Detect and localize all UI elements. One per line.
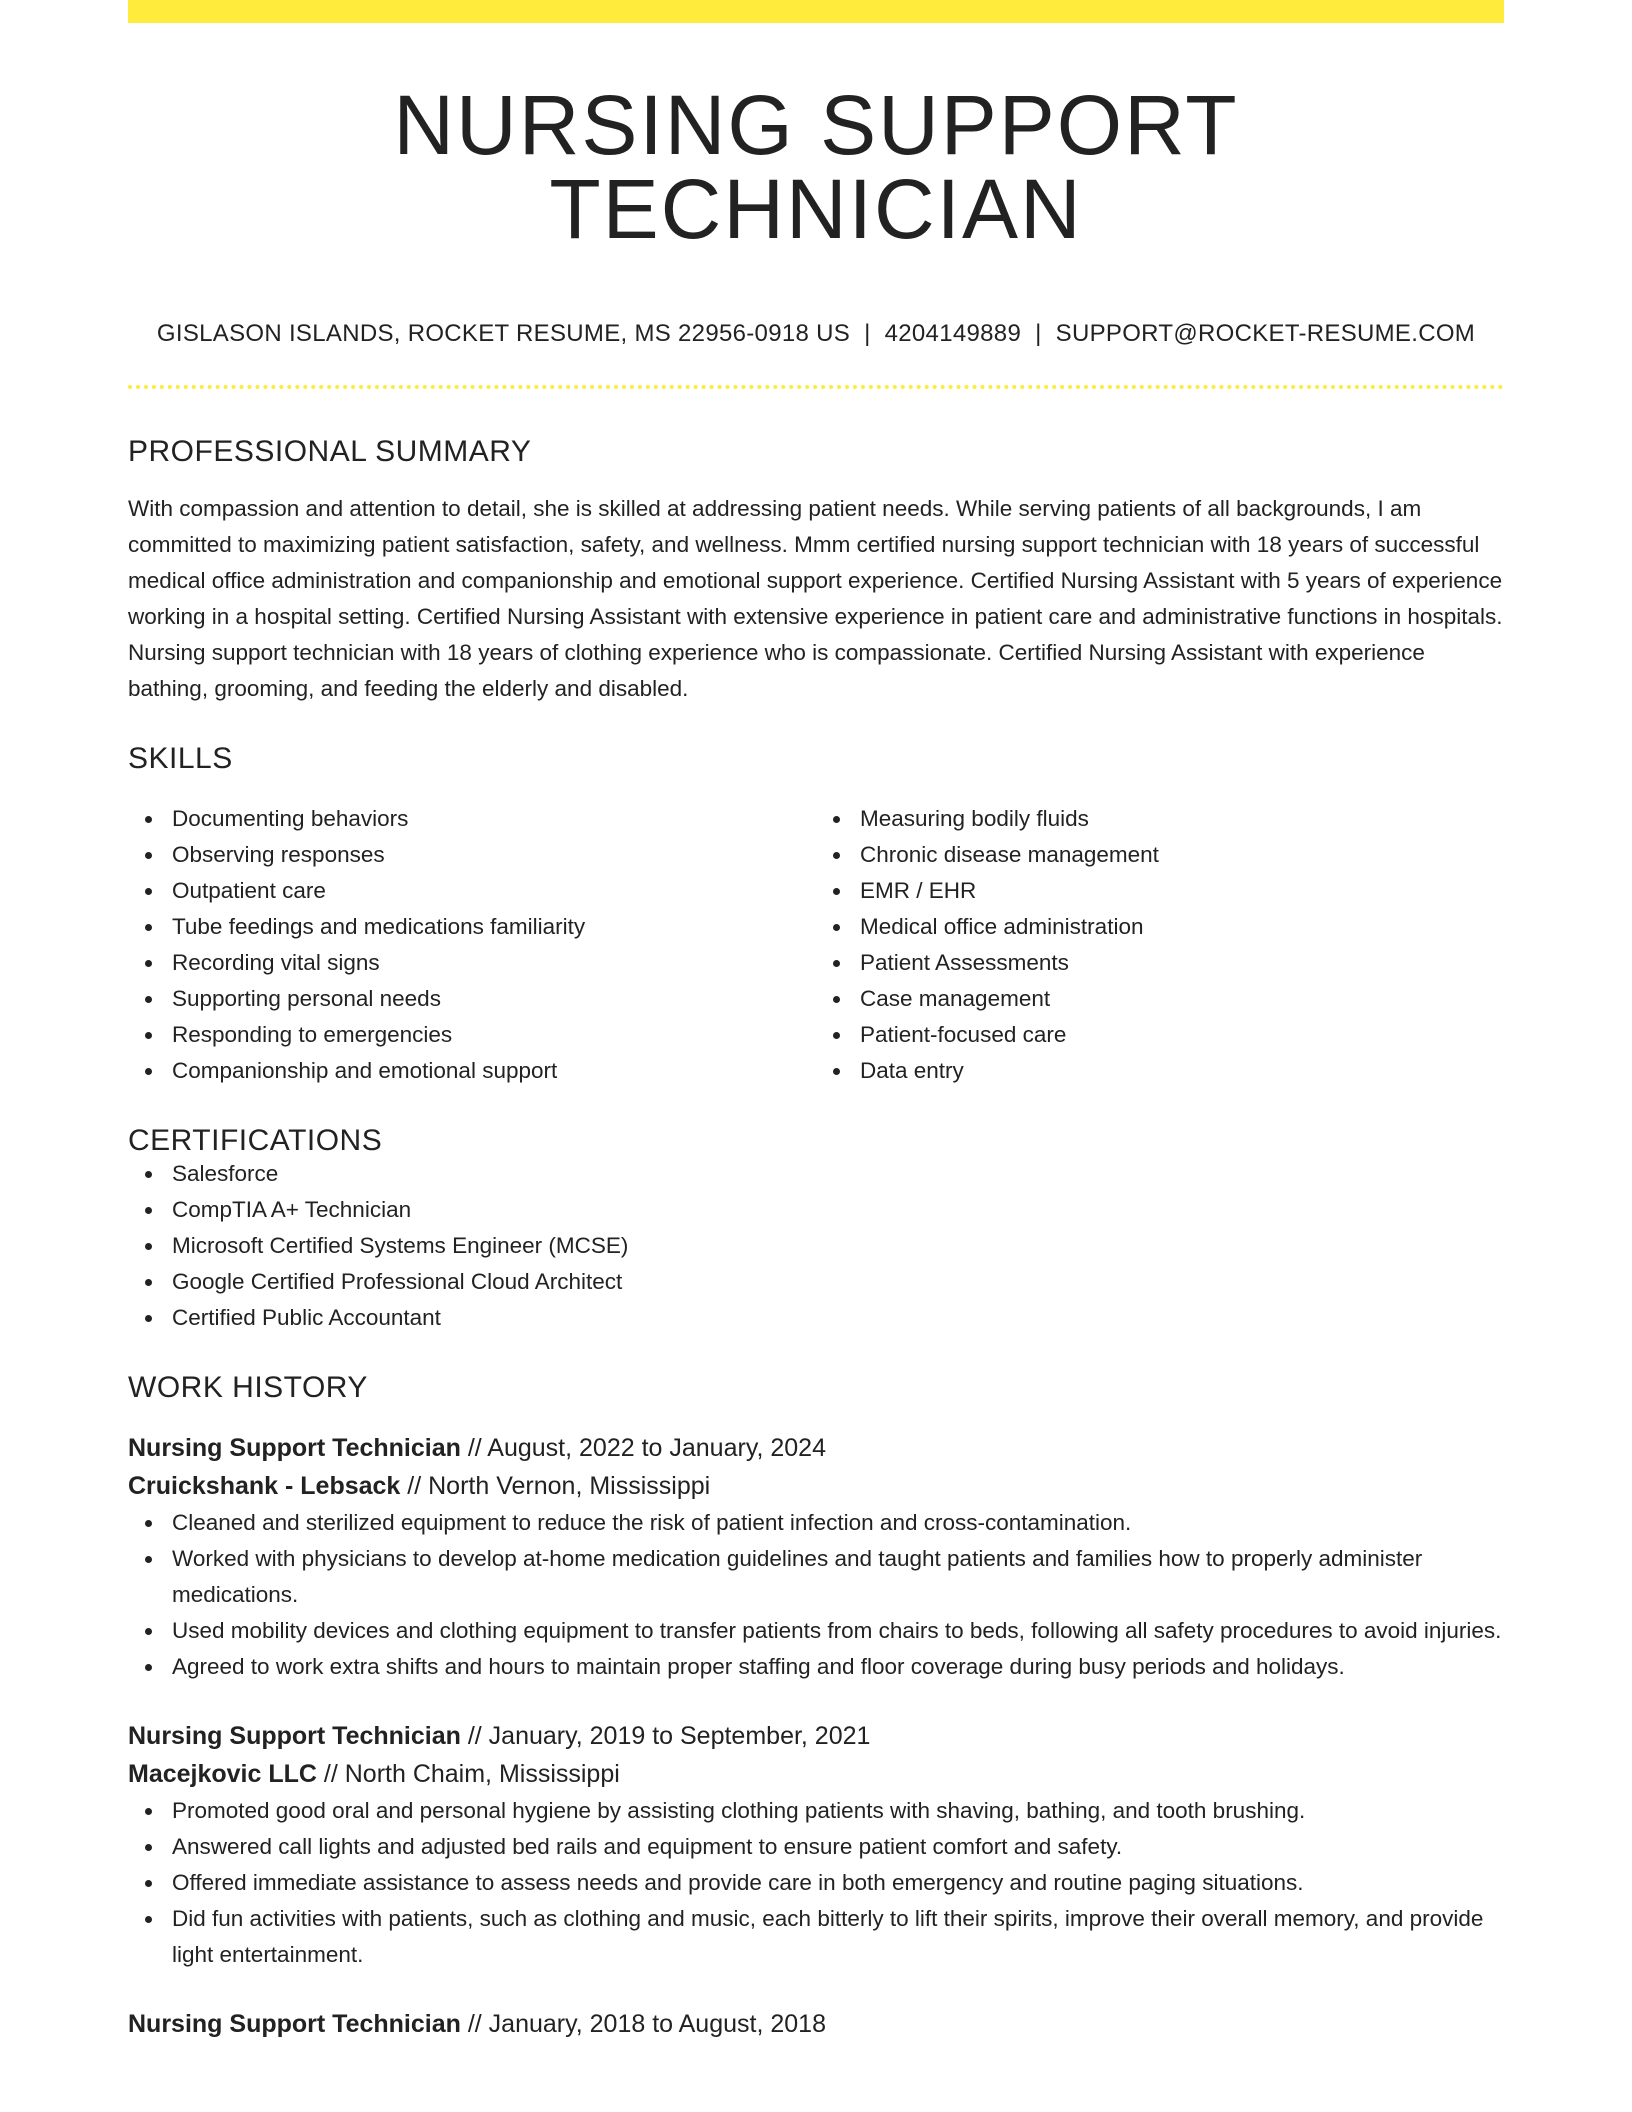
job-entry [128, 2005, 1504, 2043]
job-company: Cruickshank - Lebsack [128, 1472, 401, 1500]
job-bullet: Promoted good oral and personal hygiene by assisting clothing patients with shaving, bathing, and tooth brushing. [128, 1793, 1504, 1829]
top-accent-bar [128, 0, 1504, 23]
skills-list-left [128, 801, 816, 1089]
job-bullet: Cleaned and sterilized equipment to reduce the risk of patient infection and cross-contamination. [128, 1505, 1504, 1541]
skill-item: Case management [816, 981, 1504, 1017]
resume-title: NURSING SUPPORT TECHNICIAN [393, 78, 1239, 256]
job-bullet: Offered immediate assistance to assess needs and provide care in both emergency and routine paging situations. [128, 1865, 1504, 1901]
skill-item: Patient-focused care [816, 1017, 1504, 1053]
job-dates: // August, 2022 to January, 2024 [460, 1434, 826, 1462]
skill-item: Medical office administration [816, 909, 1504, 945]
job-location: // North Vernon, Mississippi [400, 1472, 711, 1500]
job-entry [128, 1717, 1504, 1973]
skill-item: Chronic disease management [816, 837, 1504, 873]
job-location: // North Chaim, Mississippi [316, 1760, 620, 1788]
job-bullet: Agreed to work extra shifts and hours to maintain proper staffing and floor coverage during busy periods and holidays. [128, 1649, 1504, 1685]
skill-item: Tube feedings and medications familiarity [128, 909, 816, 945]
job-dates: // January, 2019 to September, 2021 [460, 1722, 871, 1750]
skill-item: Responding to emergencies [128, 1017, 816, 1053]
header-divider [128, 385, 1504, 389]
job-bullet-list [128, 1505, 1504, 1685]
skill-item: Patient Assessments [816, 945, 1504, 981]
contact-separator: | [1035, 320, 1042, 347]
skill-item: Measuring bodily fluids [816, 801, 1504, 837]
skill-item: Data entry [816, 1053, 1504, 1089]
job-company: Macejkovic LLC [128, 1760, 317, 1788]
skill-item: Companionship and emotional support [128, 1053, 816, 1089]
skill-item: Supporting personal needs [128, 981, 816, 1017]
skill-item: Recording vital signs [128, 945, 816, 981]
certifications-heading: CERTIFICATIONS [128, 1124, 383, 1157]
certifications-list [128, 1156, 1504, 1336]
skills-heading: SKILLS [128, 742, 233, 775]
job-title: Nursing Support Technician [128, 2010, 461, 2038]
job-bullet-list [128, 1793, 1504, 1973]
certification-item: Salesforce [128, 1156, 1504, 1192]
job-bullet: Did fun activities with patients, such as clothing and music, each bitterly to lift their spirits, improve their overall memory, and provide light entertainment. [128, 1901, 1504, 1973]
skill-item: Documenting behaviors [128, 801, 816, 837]
job-bullet: Worked with physicians to develop at-home medication guidelines and taught patients and families how to properly administer medications. [128, 1541, 1504, 1613]
job-title-line [128, 1429, 1504, 1467]
certification-item: Google Certified Professional Cloud Architect [128, 1264, 1504, 1300]
contact-separator: | [864, 320, 871, 347]
contact-email: SUPPORT@ROCKET-RESUME.COM [1055, 320, 1476, 347]
job-bullet: Answered call lights and adjusted bed rails and equipment to ensure patient comfort and safety. [128, 1829, 1504, 1865]
skills-column-left [128, 801, 816, 1089]
job-company-line [128, 1755, 1504, 1793]
certification-item: Certified Public Accountant [128, 1300, 1504, 1336]
summary-heading: PROFESSIONAL SUMMARY [128, 435, 532, 468]
skills-list-right [816, 801, 1504, 1089]
resume-page [128, 0, 1504, 2043]
job-title-line [128, 1717, 1504, 1755]
contact-line [128, 322, 1504, 346]
job-company-line [128, 1467, 1504, 1505]
job-title: Nursing Support Technician [128, 1722, 461, 1750]
skills-columns [128, 801, 1504, 1089]
contact-address: GISLASON ISLANDS, ROCKET RESUME, MS 22956-0918 US [156, 320, 851, 347]
work-history-heading: WORK HISTORY [128, 1371, 368, 1404]
contact-phone: 4204149889 [884, 320, 1022, 347]
skill-item: EMR / EHR [816, 873, 1504, 909]
job-bullet: Used mobility devices and clothing equipment to transfer patients from chairs to beds, following all safety procedures to avoid injuries. [128, 1613, 1504, 1649]
skill-item: Outpatient care [128, 873, 816, 909]
job-entry [128, 1429, 1504, 1685]
skill-item: Observing responses [128, 837, 816, 873]
summary-text: With compassion and attention to detail, she is skilled at addressing patient needs. While serving patients of all backgrounds, I am committed to maximizing patient satisfaction, safety, and wellness. Mmm certified nursing support technician with 18 years of successful medical office administration and companionship and emotional support experience. Certified Nursing Assistant with 5 years of experience working in a hospital setting. Certified Nursing Assistant with extensive experience in patient care and administrative functions in hospitals. Nursing support technician with 18 years of clothing experience who is compassionate. Certified Nursing Assistant with experience bathing, grooming, and feeding the elderly and disabled. [128, 496, 1503, 701]
certification-item: Microsoft Certified Systems Engineer (MCSE) [128, 1228, 1504, 1264]
skills-column-right [816, 801, 1504, 1089]
job-title-line [128, 2005, 1504, 2043]
job-title: Nursing Support Technician [128, 1434, 461, 1462]
job-dates: // January, 2018 to August, 2018 [460, 2010, 826, 2038]
certification-item: CompTIA A+ Technician [128, 1192, 1504, 1228]
